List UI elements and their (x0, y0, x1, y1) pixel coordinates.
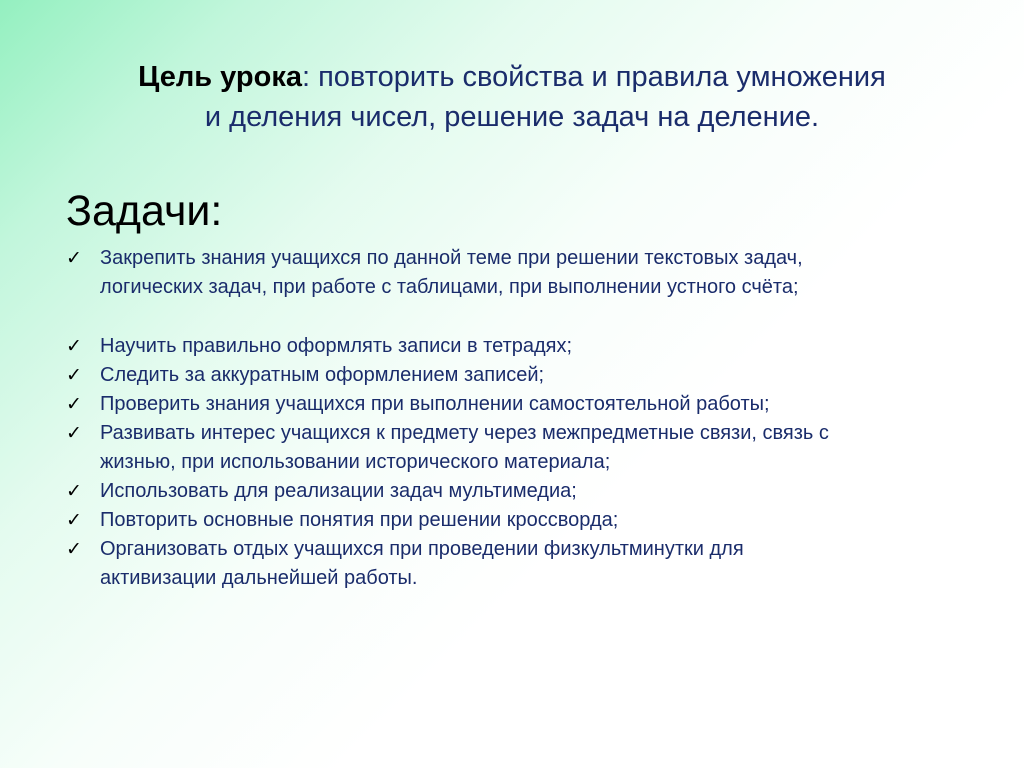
task-item (64, 244, 964, 302)
task-text-line: Развивать интерес учащихся к предмету через межпредметные связи, связь с (100, 422, 829, 444)
task-item (64, 535, 964, 593)
checkmark-icon: ✓ (66, 248, 82, 269)
goal-separator: : (301, 61, 311, 93)
task-text-line: Организовать отдых учащихся при проведении физкультминутки для (100, 538, 744, 560)
task-item (64, 332, 964, 361)
checkmark-icon: ✓ (66, 539, 82, 560)
task-item (64, 477, 964, 506)
task-text-line: Закрепить знания учащихся по данной теме при решении текстовых задач, (100, 247, 803, 269)
goal-line-1 (40, 57, 984, 97)
checkmark-icon: ✓ (66, 394, 82, 415)
checkmark-icon: ✓ (66, 481, 82, 502)
lesson-goal (40, 57, 984, 137)
task-item (64, 506, 964, 535)
task-text-line: активизации дальнейшей работы. (100, 567, 418, 589)
task-text-line: Научить правильно оформлять записи в тетрадях; (100, 335, 573, 357)
checkmark-icon: ✓ (66, 365, 82, 386)
task-list (64, 244, 964, 593)
goal-line-2: и деления чисел, решение задач на деление. (204, 101, 820, 133)
task-text-line: Следить за аккуратным оформлением записей; (100, 364, 545, 386)
task-text-line: логических задач, при работе с таблицами, при выполнении устного счёта; (100, 276, 799, 298)
task-text-line: Проверить знания учащихся при выполнении самостоятельной работы; (100, 393, 770, 415)
goal-label: Цель урока (138, 61, 302, 93)
checkmark-icon: ✓ (66, 336, 82, 357)
goal-text-1: повторить свойства и правила умножения (310, 61, 886, 93)
task-text-line: Повторить основные понятия при решении кроссворда; (100, 509, 619, 531)
checkmark-icon: ✓ (66, 510, 82, 531)
task-item (64, 390, 964, 419)
task-text-line: Использовать для реализации задач мультимедиа; (100, 480, 577, 502)
task-text-line: жизнью, при использовании исторического материала; (100, 451, 611, 473)
checkmark-icon: ✓ (66, 423, 82, 444)
task-item (64, 419, 964, 477)
tasks-heading: Задачи: (66, 187, 223, 235)
task-item (64, 361, 964, 390)
